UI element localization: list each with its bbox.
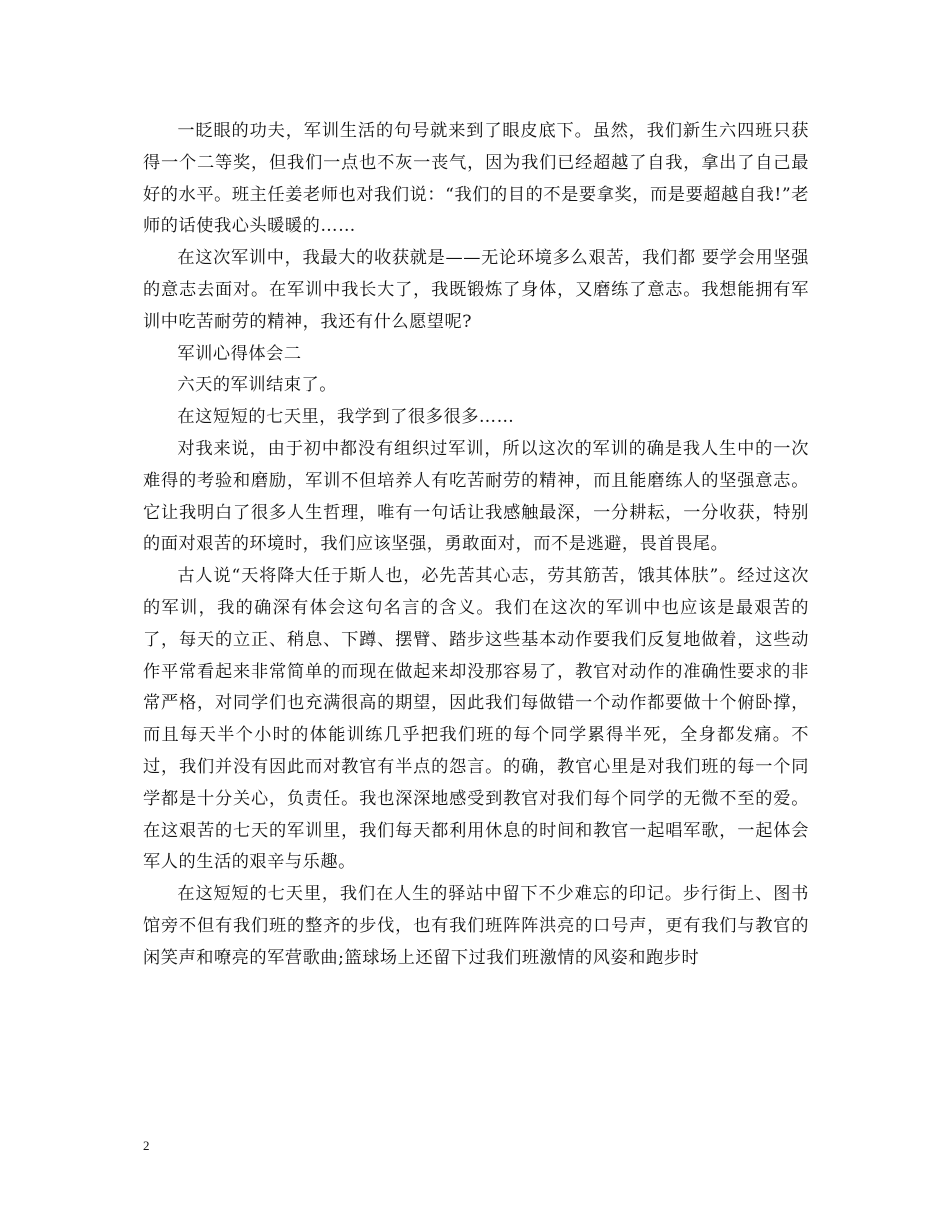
paragraph-6: 古人说“天将降大任于斯人也，必先苦其心志，劳其筋苦，饿其体肤”。经过这次的军训，我的确深有体会这句名言的含义。我们在这次的军训中也应该是最艰苦的了，每天的立正、稍息、下蹲、摆臂、踏步这些基本动作要我们反复地做着，这些动作平常看起来非常简单的而现在做起来却没那容易了，教官对动作的准确性要求的非常严格，对同学们也充满很高的期望，因此我们每做错一个动作都要做十个俯卧撑，而且每天半个小时的体能训练几乎把我们班的每个同学累得半死，全身都发痛。不过，我们并没有因此而对教官有半点的怨言。的确，教官心里是对我们班的每一个同学都是十分关心，负责任。我也深深地感受到教官对我们每个同学的无微不至的爱。在这艰苦的七天的军训里，我们每天都利用休息的时间和教官一起唱军歌，一起体会军人的生活的艰辛与乐趣。 (143, 566, 809, 873)
paragraph-1: 一眨眼的功夫，军训生活的句号就来到了眼皮底下。虽然，我们新生六四班只获得一个二等奖，但我们一点也不灰一丧气，因为我们已经超越了自我，拿出了自己最好的水平。班主任姜老师也对我们说：“我们的目的不是要拿奖，而是要超越自我!”老师的话使我心头暖暖的…… (143, 121, 809, 237)
page-number: 2 (143, 1138, 150, 1153)
section-heading: 军训心得体会二 (177, 343, 302, 364)
paragraph-3: 六天的军训结束了。 (177, 375, 338, 396)
paragraph-4: 在这短短的七天里，我学到了很多很多…… (177, 407, 515, 428)
paragraph-2: 在这次军训中，我最大的收获就是——无论环境多么艰苦，我们都 要学会用坚强的意志去面对。在军训中我长大了，我既锻炼了身体，又磨练了意志。我想能拥有军训中吃苦耐劳的精神，我还有什么愿望呢? (143, 248, 809, 332)
paragraph-5: 对我来说，由于初中都没有组织过军训，所以这次的军训的确是我人生中的一次难得的考验和磨励，军训不但培养人有吃苦耐劳的精神，而且能磨练人的坚强意志。它让我明白了很多人生哲理，唯有一句话让我感触最深，一分耕耘，一分收获，特别的面对艰苦的环境时，我们应该坚强，勇敢面对，而不是逃避，畏首畏尾。 (143, 438, 809, 555)
body-text (143, 116, 809, 975)
paragraph-7: 在这短短的七天里，我们在人生的驿站中留下不少难忘的印记。步行街上、图书馆旁不但有我们班的整齐的步伐，也有我们班阵阵洪亮的口号声，更有我们与教官的闲笑声和嘹亮的军营歌曲;篮球场上还留下过我们班激情的风姿和跑步时 (143, 884, 809, 968)
